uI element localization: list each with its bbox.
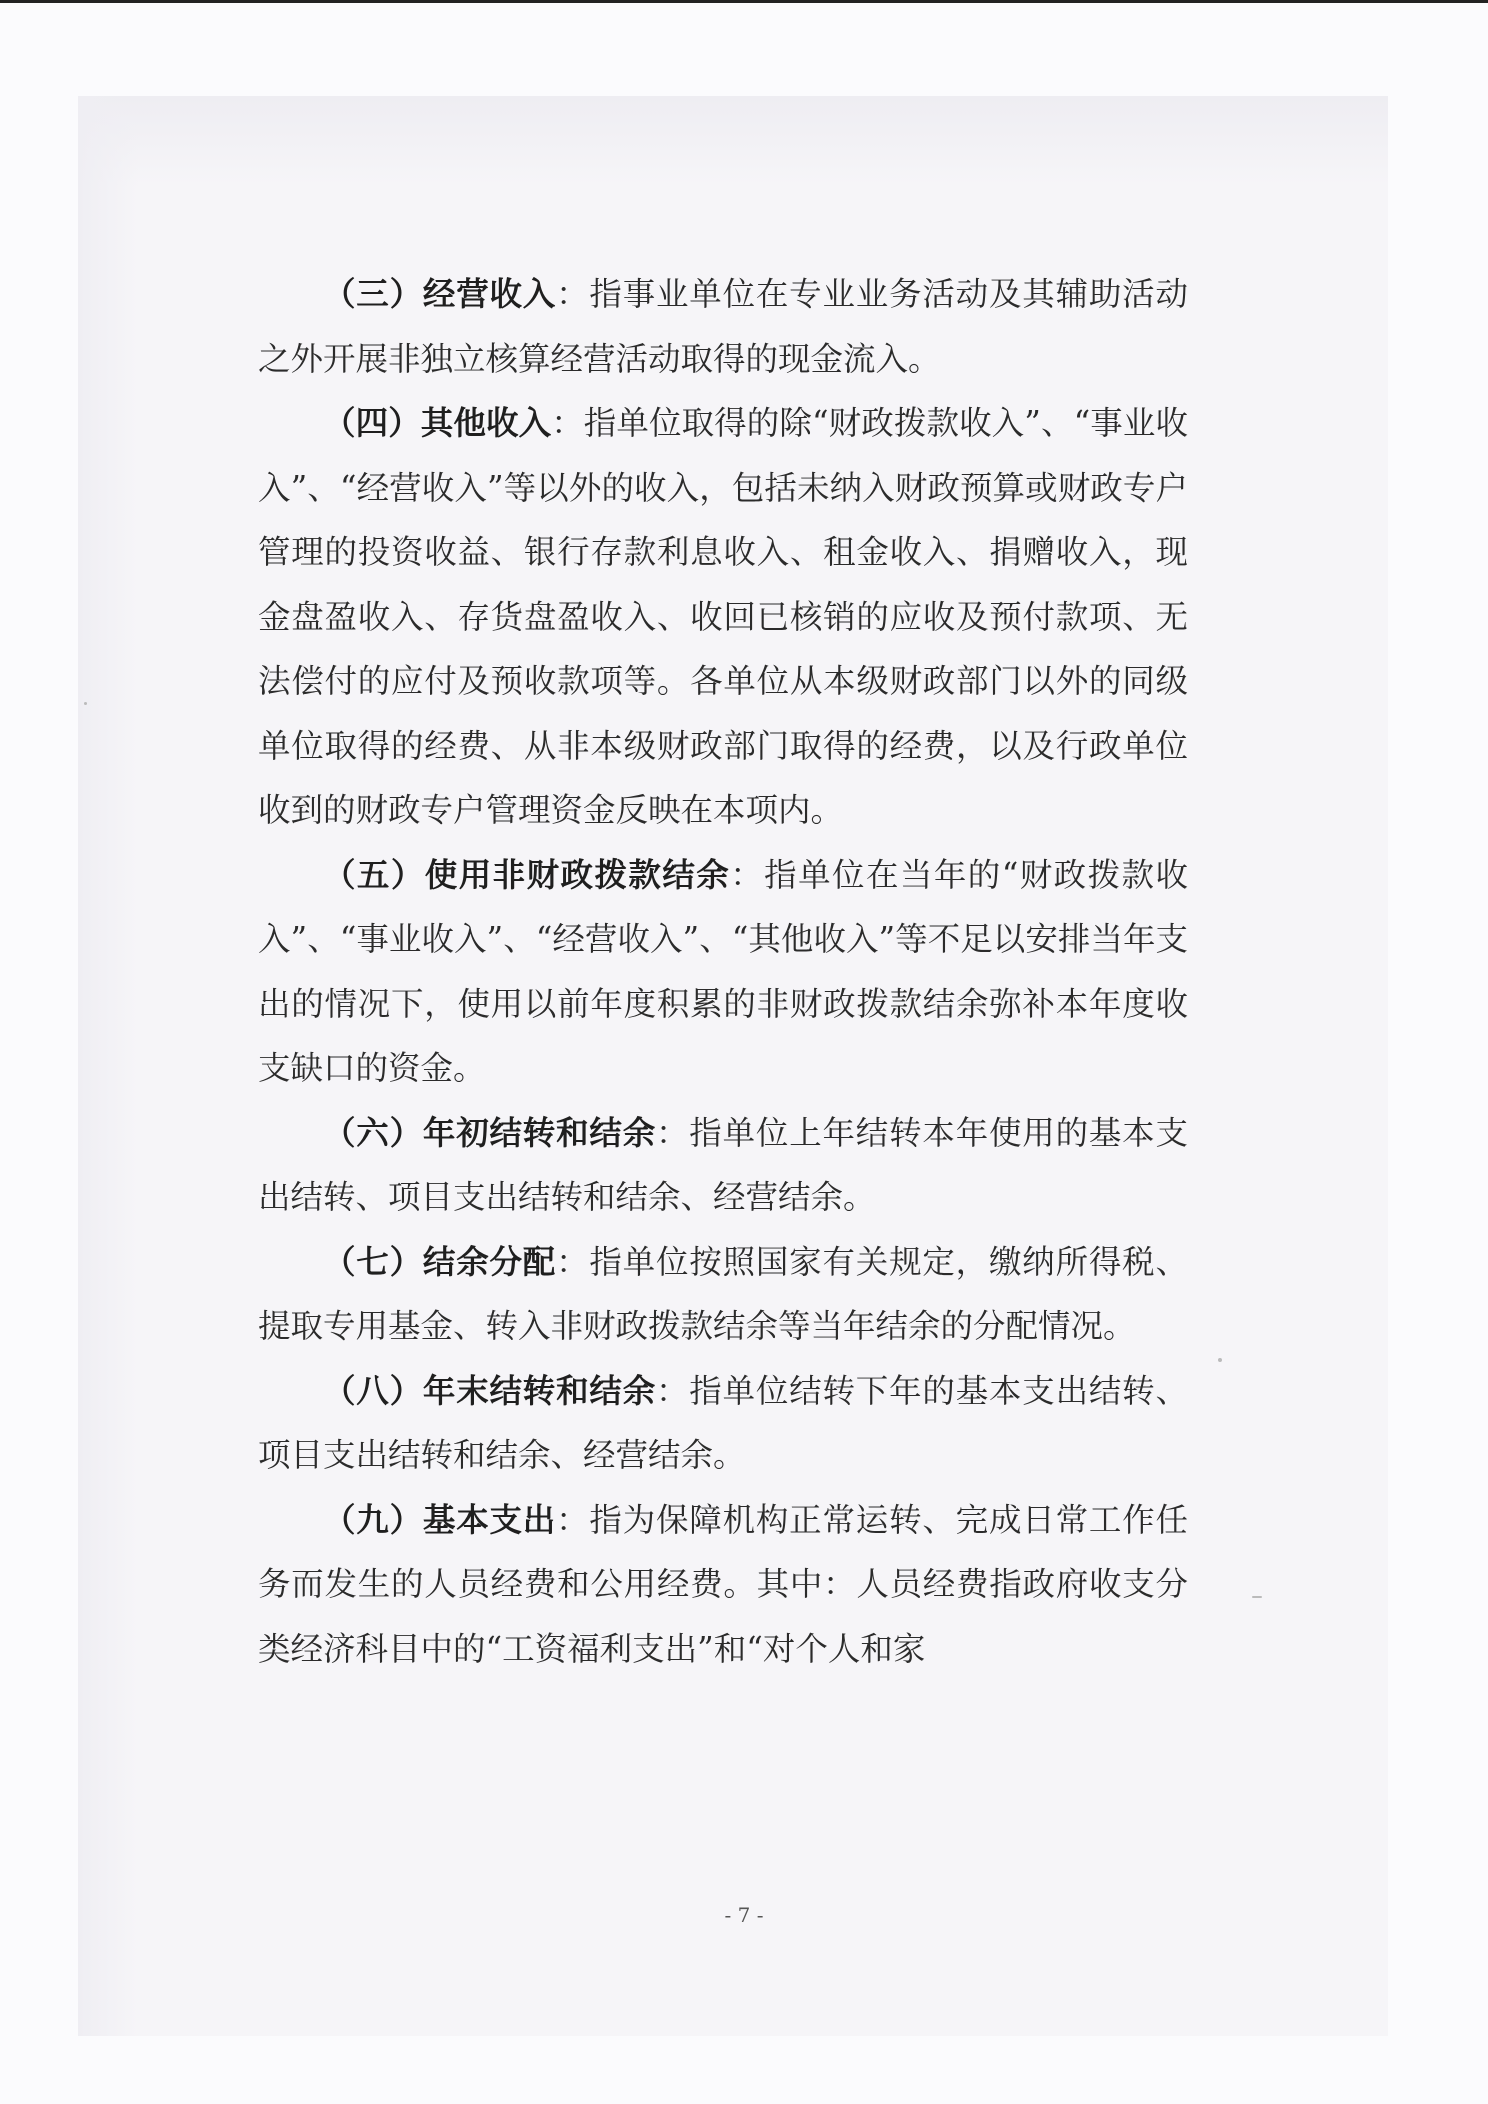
term-heading: （五）使用非财政拨款结余	[323, 854, 731, 894]
body-text	[258, 262, 1188, 1681]
term-definition: ：指事业单位在专业业务活动及其辅助活动之外开展非独立核算经营活动取得的现金流入。	[258, 275, 1188, 378]
scan-shading-left	[78, 96, 138, 2036]
term-heading: （四）其他收入	[323, 403, 552, 442]
paragraph-other-income	[258, 391, 1188, 843]
scan-shading-top	[78, 96, 1388, 186]
term-definition: ：指单位按照国家有关规定，缴纳所得税、提取专用基金、转入非财政拨款结余等当年结余的分配情况。	[258, 1242, 1188, 1345]
paragraph-non-fiscal-surplus	[258, 843, 1188, 1101]
paragraph-opening-carryover	[258, 1101, 1188, 1230]
term-heading: （八）年末结转和结余	[323, 1370, 656, 1410]
scan-speck	[1252, 1596, 1262, 1598]
term-definition: ：指为保障机构正常运转、完成日常工作任务而发生的人员经费和公用经费。其中：人员经费指政府收支分类经济科目中的“工资福利支出”和“对个人和家	[258, 1500, 1188, 1668]
term-heading: （九）基本支出	[323, 1499, 557, 1539]
term-heading: （六）年初结转和结余	[323, 1112, 656, 1152]
term-definition: ：指单位上年结转本年使用的基本支出结转、项目支出结转和结余、经营结余。	[258, 1113, 1188, 1216]
paragraph-surplus-distribution	[258, 1230, 1188, 1359]
term-definition: ：指单位结转下年的基本支出结转、项目支出结转和结余、经营结余。	[258, 1371, 1188, 1474]
scan-speck	[84, 702, 87, 705]
paragraph-closing-carryover	[258, 1359, 1188, 1488]
paragraph-basic-expenditure	[258, 1488, 1188, 1682]
term-heading: （七）结余分配	[323, 1241, 557, 1281]
page-number: - 7 -	[724, 1903, 764, 1927]
term-heading: （三）经营收入	[323, 274, 557, 313]
term-definition: ：指单位取得的除“财政拨款收入”、“事业收入”、“经营收入”等以外的收入，包括未纳入财政预算或财政专户管理的投资收益、银行存款利息收入、租金收入、捐赠收入，现金盘盈收入、存货盘盈收入、收回已核销的应收及预付款项、无法偿付的应付及预收款项等。各单位从本级财政部门以外的同级单位取得的经费、从非本级财政部门取得的经费，以及行政单位收到的财政专户管理资金反映在本项内。	[258, 404, 1188, 829]
term-definition: ：指单位在当年的“财政拨款收入”、“事业收入”、“经营收入”、“其他收入”等不足以安排当年支出的情况下，使用以前年度积累的非财政拨款结余弥补本年度收支缺口的资金。	[258, 855, 1188, 1087]
paragraph-operating-income	[258, 262, 1188, 391]
scan-top-edge	[0, 0, 1488, 3]
scan-speck	[1218, 1358, 1222, 1362]
